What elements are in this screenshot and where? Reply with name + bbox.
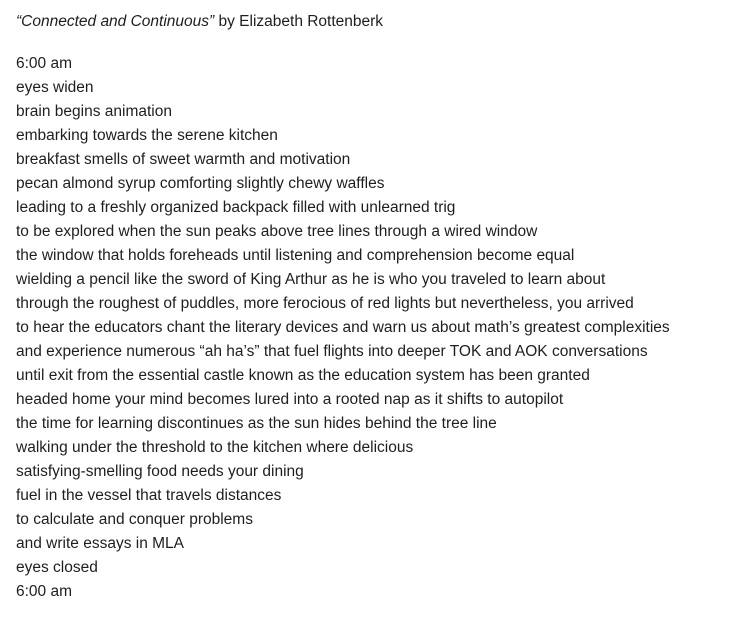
poem-line: 6:00 am — [16, 583, 73, 600]
poem-line: the window that holds foreheads until listening and comprehension become equal — [16, 247, 575, 264]
poem-page — [16, 12, 731, 604]
poem-line: brain begins animation — [16, 103, 172, 120]
poem-line: headed home your mind becomes lured into a rooted nap as it shifts to autopilot — [16, 391, 564, 408]
poem-line: fuel in the vessel that travels distances — [16, 487, 282, 504]
poem-line: pecan almond syrup comforting slightly chewy waffles — [16, 175, 385, 192]
poem-line: until exit from the essential castle known as the education system has been granted — [16, 367, 590, 384]
poem-body — [16, 52, 731, 604]
poem-line: breakfast smells of sweet warmth and motivation — [16, 151, 351, 168]
poem-byline — [16, 12, 731, 32]
poem-line: to hear the educators chant the literary devices and warn us about math’s greatest complexities — [16, 319, 670, 336]
poem-line: the time for learning discontinues as the sun hides behind the tree line — [16, 415, 497, 432]
poem-line: and write essays in MLA — [16, 535, 184, 552]
poem-line: embarking towards the serene kitchen — [16, 127, 278, 144]
poem-line: through the roughest of puddles, more ferocious of red lights but nevertheless, you arrived — [16, 295, 634, 312]
poem-line: leading to a freshly organized backpack filled with unlearned trig — [16, 199, 456, 216]
poem-line: wielding a pencil like the sword of King Arthur as he is who you traveled to learn about — [16, 271, 606, 288]
poem-line: and experience numerous “ah ha’s” that fuel flights into deeper TOK and AOK conversations — [16, 343, 648, 360]
poem-line: walking under the threshold to the kitchen where delicious — [16, 439, 414, 456]
poem-line: 6:00 am — [16, 55, 73, 72]
poem-line: satisfying-smelling food needs your dining — [16, 463, 304, 480]
poem-line: to be explored when the sun peaks above tree lines through a wired window — [16, 223, 538, 240]
poem-line: eyes closed — [16, 559, 98, 576]
poem-line: to calculate and conquer problems — [16, 511, 253, 528]
poem-author: by Elizabeth Rottenberk — [214, 13, 384, 30]
poem-title: “Connected and Continuous” — [16, 13, 215, 30]
poem-line: eyes widen — [16, 79, 94, 96]
